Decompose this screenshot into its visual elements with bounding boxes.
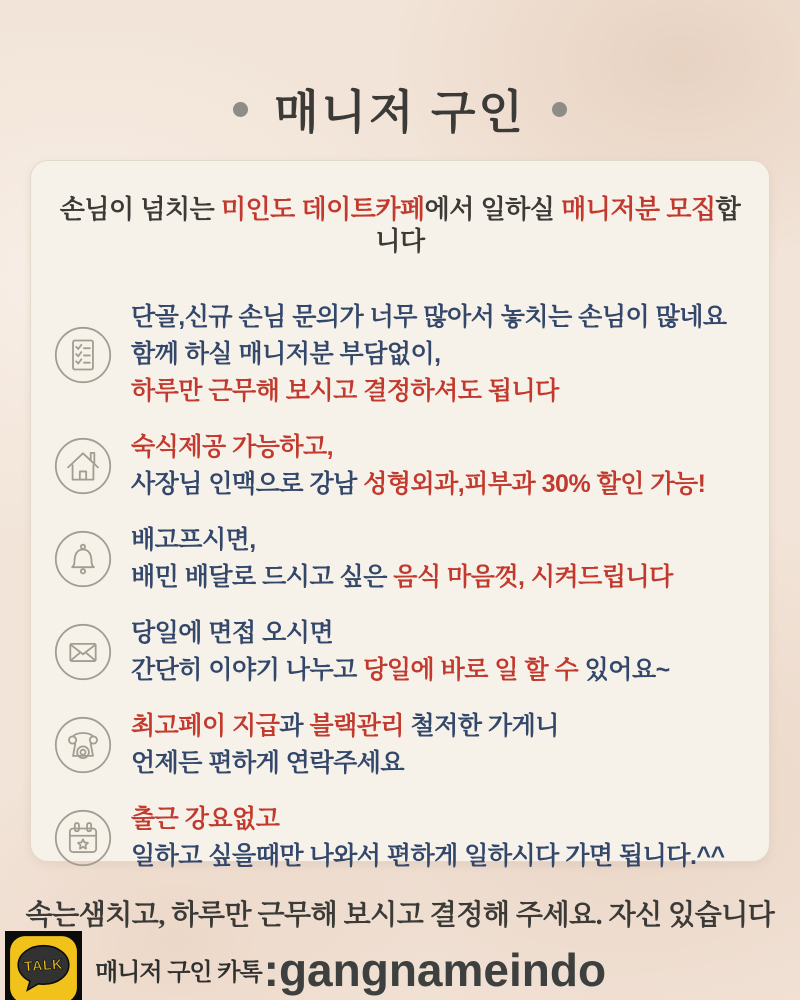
card-item: [54, 708, 749, 782]
mail-icon: [54, 623, 112, 681]
text-segment: 배민 배달로 드시고 싶은: [131, 563, 394, 591]
text-segment: 당일에 면접 오시면: [131, 619, 334, 647]
text-segment: 배고프시면,: [131, 526, 256, 554]
item-line: [131, 429, 749, 466]
item-text: [131, 708, 749, 782]
title-bullet-left-icon: [233, 102, 248, 117]
card-header-highlight1: 미인도 데이트카페: [220, 194, 425, 224]
card-header-part1: 손님이 넘치는: [59, 194, 221, 224]
page-title-row: [0, 76, 800, 142]
item-line: [131, 801, 749, 838]
text-segment: 간단히 이야기 나누고: [131, 656, 364, 684]
card-item: [54, 299, 749, 410]
item-line: [131, 838, 749, 875]
item-line: [131, 615, 749, 652]
item-line: [131, 336, 749, 373]
card-item: [54, 522, 749, 596]
item-text: [131, 299, 749, 410]
text-segment: 있어요~: [584, 656, 670, 684]
title-bullet-right-icon: [552, 102, 567, 117]
text-segment: 음식 마음껏, 시켜드립니다: [393, 563, 673, 591]
page-title: 매니저 구인: [274, 87, 526, 138]
bell-icon: [54, 530, 112, 588]
card-item: [54, 429, 749, 503]
text-segment: 철저한 가게니: [404, 712, 559, 740]
checklist-icon: [54, 326, 112, 384]
item-line: [131, 652, 749, 689]
item-text: [131, 429, 749, 503]
house-icon: [54, 437, 112, 495]
card-header: [51, 193, 749, 257]
text-segment: 언제든 편하게 연락주세요: [131, 749, 405, 777]
phone-icon: [54, 716, 112, 774]
footer-tagline: 속는샘치고, 하루만 근무해 보시고 결정해 주세요. 자신 있습니다: [25, 900, 775, 931]
card-items: [51, 299, 749, 875]
card-item: [54, 615, 749, 689]
text-segment: 일하고 싶을때만 나와서 편하게 일하시다 가면 됩니다.^^: [131, 842, 725, 870]
item-line: [131, 559, 749, 596]
kakao-contact-row: [5, 931, 606, 1000]
card-item: [54, 801, 749, 875]
calendar-icon: [54, 809, 112, 867]
item-line: [131, 466, 749, 503]
card-header-part2: 에서 일하실: [424, 194, 562, 224]
item-text: [131, 801, 749, 875]
text-segment: 숙식제공 가능하고,: [131, 433, 334, 461]
item-text: [131, 615, 749, 689]
item-line: [131, 373, 749, 410]
item-line: [131, 299, 749, 336]
card-header-part3: 합니다: [375, 194, 741, 256]
text-segment: 단골,신규 손님 문의가 너무 많아서 놓치는 손님이 많네요: [131, 303, 727, 331]
text-segment: 최고페이 지급: [131, 712, 280, 740]
kakao-label: 매니저 구인 카톡: [95, 959, 262, 986]
text-segment: 사장님 인맥으로 강남: [131, 470, 364, 498]
text-segment: 출근 강요없고: [131, 805, 280, 833]
text-segment: 당일에 바로 일 할 수: [363, 656, 585, 684]
text-segment: 하루만 근무해 보시고 결정하셔도 됩니다: [131, 377, 559, 405]
recruit-card: [30, 160, 770, 870]
text-segment: 블랙관리: [309, 712, 405, 740]
item-line: [131, 708, 749, 745]
item-text: [131, 522, 749, 596]
card-header-highlight2: 매니저분 모집: [561, 194, 716, 224]
kakaotalk-icon: [5, 931, 82, 1000]
text-segment: 과: [279, 712, 310, 740]
text-segment: 함께 하실 매니저분 부담없이,: [131, 340, 441, 368]
item-line: [131, 745, 749, 782]
text-segment: 성형외과,피부과 30% 할인 가능!: [363, 470, 706, 498]
kakao-id: :gangnameindo: [263, 943, 607, 996]
item-line: [131, 522, 749, 559]
kakaotalk-talk-label: TALK: [23, 956, 64, 976]
